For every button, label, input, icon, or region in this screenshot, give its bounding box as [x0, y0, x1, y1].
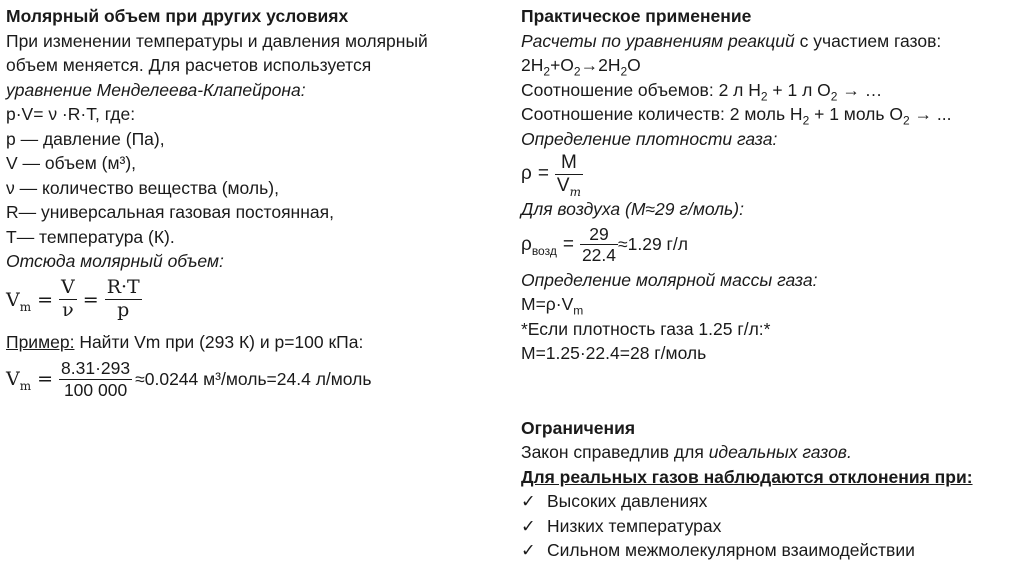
intro-line-3: уравнение Менделеева-Клапейрона: — [6, 79, 306, 100]
air-result: ≈1.29 г/л — [618, 234, 688, 254]
real-gases-heading: Для реальных газов наблюдаются отклонения при: — [521, 466, 973, 487]
checkmark-icon: ✓ — [521, 540, 536, 560]
clapeyron-equation: p·V= ν ·R·T, где: — [6, 104, 136, 124]
example-calc: $V_m$ = $\frac{8.31\cdot 293}{100 000}$ ≈0.0244 м³/моль=24.4 л/моль — [6, 358, 372, 400]
example-lhs: $V_m$ — [6, 368, 32, 393]
air-fraction: $\frac{29}{22.4}$ — [581, 223, 617, 265]
hence-label: Отсюда молярный объем: — [6, 251, 224, 271]
definition-t: T— температура (К). — [6, 226, 175, 247]
amount-ratio: Соотношение количеств: 2 моль $H_2 + 1$ моль $O_2$ → ... — [521, 104, 952, 128]
reaction-equation: $2H_2+O_2\to 2H_2O$ — [521, 55, 641, 79]
condition-item: ✓ Низких температурах — [521, 514, 1019, 539]
vm-fraction-1: $\frac{V}{\nu}$ — [61, 276, 75, 321]
vm-lhs: $V_m$ — [6, 288, 32, 314]
definition-r: R— универсальная газовая постоянная, — [6, 202, 334, 222]
example-line: Пример: Найти Vm при (293 К) и p=100 кПа: — [6, 331, 364, 352]
left-title: Молярный объем при других условиях — [6, 6, 349, 26]
molar-formula: $M=\rho\cdot V_m$ — [521, 294, 584, 318]
example-label: Пример: — [6, 331, 75, 352]
volume-ratio: Соотношение объемов: 2 л $H_2 + 1$ л $O_2$ → … — [521, 79, 883, 103]
condition-item: ✓ Высоких давлениях — [521, 489, 1019, 514]
air-label: Для воздуха (M≈29 г/моль): — [521, 199, 744, 219]
density-fraction: $\frac{M}{V_m}$ — [556, 151, 581, 199]
right-title: Практическое применение — [521, 6, 752, 26]
intro-line-1: При изменении температуры и давления молярный — [6, 30, 428, 51]
definition-p: p — давление (Па), — [6, 128, 165, 149]
air-formula: $\rho_{возд}$ = $\frac{29}{22.4}$ ≈1.29 г/л — [521, 223, 688, 265]
definition-nu: ν — количество вещества (моль), — [6, 177, 279, 198]
vm-formula: $V_m$ = $\frac{V}{\nu}$ = $\frac{R\cdot T}{p}$ — [6, 276, 140, 321]
density-formula: ρ = $\frac{M}{V_m}$ — [521, 151, 581, 199]
example-fraction: $\frac{8.31\cdot 293}{100 000}$ — [61, 358, 131, 400]
limits-title: Ограничения — [521, 417, 636, 438]
molar-result: M=1.25·22.4=28 г/моль — [521, 343, 707, 363]
vm-fraction-2: $\frac{R\cdot T}{p}$ — [106, 276, 140, 321]
checkmark-icon: ✓ — [521, 515, 536, 536]
molar-label: Определение молярной массы газа: — [521, 269, 818, 290]
example-result: ≈0.0244 м³/моль=24.4 л/моль — [135, 368, 372, 389]
density-note: *Если плотность газа 1.25 г/л:* — [521, 318, 771, 339]
right-column — [521, 4, 1019, 563]
condition-item: ✓ Сильном межмолекулярном взаимодействии — [521, 538, 1019, 563]
intro-line-2: объем меняется. Для расчетов используется — [6, 55, 372, 75]
left-column — [6, 4, 496, 404]
limits-text: Закон справедлив для идеальных газов. — [521, 442, 852, 462]
checkmark-icon: ✓ — [521, 491, 536, 511]
definition-v: V — объем (м³), — [6, 153, 137, 173]
density-label: Определение плотности газа: — [521, 128, 778, 149]
calc-line: Расчеты по уравнениям реакций с участием газов: — [521, 30, 942, 51]
